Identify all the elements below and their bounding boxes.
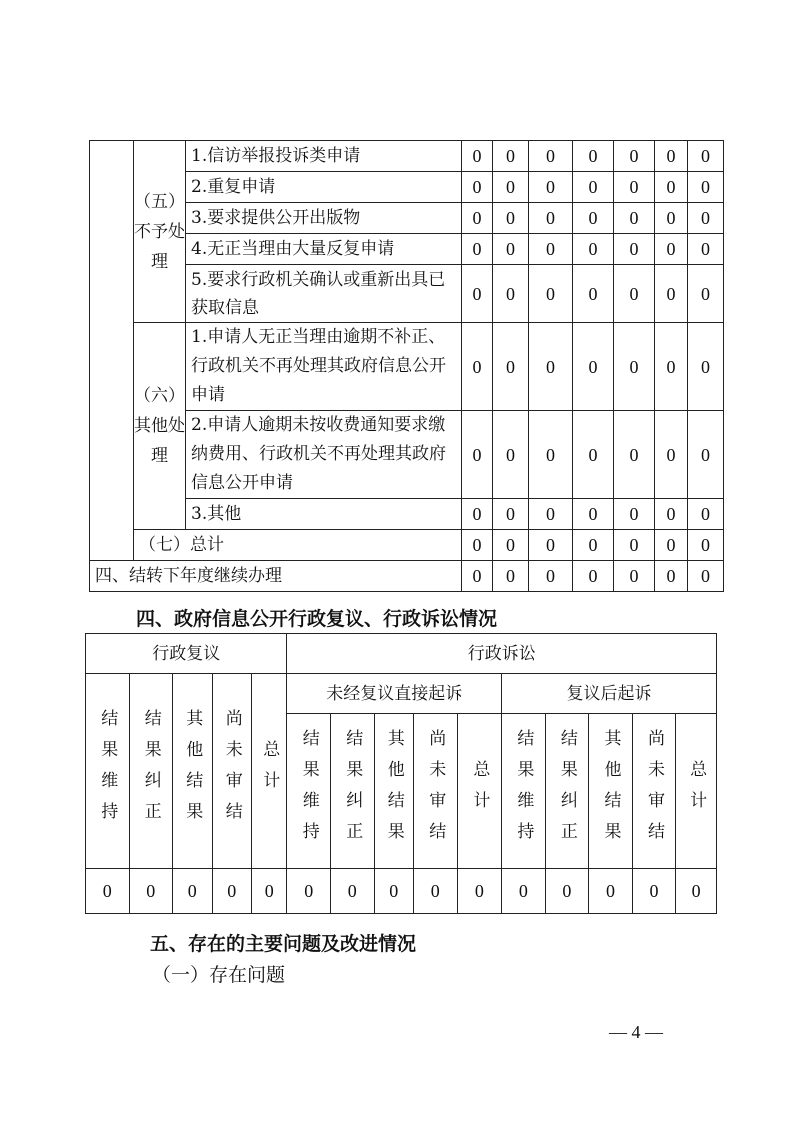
value-cell: 0 (573, 530, 614, 561)
carryover-row-label: 四、结转下年度继续办理 (90, 561, 462, 592)
value-cell: 0 (462, 411, 493, 499)
row-label: 5.要求行政机关确认或重新出具已获取信息 (186, 265, 462, 323)
column-header (252, 674, 287, 869)
value-cell: 0 (614, 411, 655, 499)
column-header (676, 714, 717, 869)
value-cell: 0 (529, 234, 573, 265)
column-header (86, 674, 130, 869)
value-cell: 0 (529, 561, 573, 592)
value-cell: 0 (688, 530, 724, 561)
column-header (545, 714, 589, 869)
value-cell: 0 (252, 869, 287, 914)
row-label: 2.申请人逾期未按收费通知要求缴纳费用、行政机关不再处理其政府信息公开申请 (186, 411, 462, 499)
column-header-text: 总计 (469, 760, 490, 822)
value-cell: 0 (493, 203, 529, 234)
column-header-text: 结果维持 (97, 709, 118, 833)
value-cell: 0 (614, 323, 655, 411)
value-cell: 0 (331, 869, 375, 914)
value-cell: 0 (462, 561, 493, 592)
column-header-text: 尚未审结 (425, 729, 446, 853)
column-header-text: 结果纠正 (556, 729, 577, 853)
column-header-text: 结果纠正 (140, 709, 161, 833)
value-cell: 0 (173, 869, 212, 914)
value-cell: 0 (676, 869, 717, 914)
total-row-label: （七）总计 (134, 530, 462, 561)
admin-litigation-header: 行政诉讼 (287, 634, 717, 674)
value-cell: 0 (655, 530, 688, 561)
value-cell: 0 (529, 172, 573, 203)
column-header (287, 714, 331, 869)
value-cell: 0 (573, 499, 614, 530)
value-cell: 0 (573, 561, 614, 592)
value-cell: 0 (129, 869, 173, 914)
value-cell: 0 (655, 323, 688, 411)
value-cell: 0 (655, 265, 688, 323)
value-cell: 0 (573, 411, 614, 499)
value-cell: 0 (493, 234, 529, 265)
parent-category-cell (90, 141, 134, 561)
section-4-heading: 四、政府信息公开行政复议、行政诉讼情况 (136, 608, 498, 630)
group-5-label: （五）不予处理 (134, 141, 186, 323)
value-cell: 0 (287, 869, 331, 914)
value-cell: 0 (573, 323, 614, 411)
subsection-1-heading: （一）存在问题 (152, 964, 286, 986)
review-litigation-table (85, 633, 717, 914)
value-cell: 0 (614, 203, 655, 234)
value-cell: 0 (688, 323, 724, 411)
value-cell: 0 (457, 869, 502, 914)
value-cell: 0 (632, 869, 676, 914)
column-header (502, 714, 546, 869)
value-cell: 0 (529, 265, 573, 323)
value-cell: 0 (655, 411, 688, 499)
value-cell: 0 (212, 869, 251, 914)
value-cell: 0 (655, 172, 688, 203)
column-header (173, 674, 212, 869)
value-cell: 0 (688, 265, 724, 323)
value-cell: 0 (655, 234, 688, 265)
value-cell: 0 (493, 530, 529, 561)
column-header-text: 总计 (686, 760, 707, 822)
value-cell: 0 (573, 141, 614, 172)
value-cell: 0 (529, 499, 573, 530)
value-cell: 0 (688, 499, 724, 530)
value-cell: 0 (529, 141, 573, 172)
value-cell: 0 (414, 869, 458, 914)
column-header-text: 尚未审结 (221, 709, 242, 833)
value-cell: 0 (573, 265, 614, 323)
value-cell: 0 (614, 561, 655, 592)
value-cell: 0 (493, 141, 529, 172)
value-cell: 0 (545, 869, 589, 914)
value-cell: 0 (529, 323, 573, 411)
value-cell: 0 (655, 561, 688, 592)
column-header (589, 714, 633, 869)
value-cell: 0 (529, 411, 573, 499)
row-label: 1.信访举报投诉类申请 (186, 141, 462, 172)
value-cell: 0 (688, 172, 724, 203)
value-cell: 0 (573, 172, 614, 203)
column-header (331, 714, 375, 869)
value-cell: 0 (493, 265, 529, 323)
value-cell: 0 (374, 869, 413, 914)
value-cell: 0 (573, 234, 614, 265)
column-header-text: 结果维持 (513, 729, 534, 853)
value-cell: 0 (86, 869, 130, 914)
value-cell: 0 (655, 203, 688, 234)
value-cell: 0 (462, 172, 493, 203)
value-cell: 0 (462, 265, 493, 323)
statistics-table-continued (89, 140, 724, 592)
column-header-text: 总计 (259, 740, 280, 802)
value-cell: 0 (614, 234, 655, 265)
value-cell: 0 (462, 530, 493, 561)
section-5-heading: 五、存在的主要问题及改进情况 (150, 933, 417, 955)
value-cell: 0 (589, 869, 633, 914)
page-number: — 4 — (609, 1022, 663, 1042)
column-header (632, 714, 676, 869)
column-header-text: 结果纠正 (342, 729, 363, 853)
value-cell: 0 (688, 203, 724, 234)
value-cell: 0 (502, 869, 546, 914)
value-cell: 0 (688, 234, 724, 265)
column-header (129, 674, 173, 869)
value-cell: 0 (462, 203, 493, 234)
row-label: 2.重复申请 (186, 172, 462, 203)
value-cell: 0 (462, 234, 493, 265)
value-cell: 0 (614, 265, 655, 323)
value-cell: 0 (462, 323, 493, 411)
value-cell: 0 (493, 561, 529, 592)
value-cell: 0 (493, 499, 529, 530)
admin-review-header: 行政复议 (86, 634, 287, 674)
row-label: 4.无正当理由大量反复申请 (186, 234, 462, 265)
value-cell: 0 (614, 141, 655, 172)
value-cell: 0 (614, 499, 655, 530)
value-cell: 0 (573, 203, 614, 234)
column-header-text: 其他结果 (600, 729, 621, 853)
row-label: 1.申请人无正当理由逾期不补正、行政机关不再处理其政府信息公开申请 (186, 323, 462, 411)
value-cell: 0 (688, 141, 724, 172)
value-cell: 0 (655, 499, 688, 530)
column-header (414, 714, 458, 869)
column-header (457, 714, 502, 869)
column-header-text: 其他结果 (383, 729, 404, 853)
column-header-text: 尚未审结 (643, 729, 664, 853)
value-cell: 0 (688, 561, 724, 592)
column-header (374, 714, 413, 869)
value-cell: 0 (529, 530, 573, 561)
value-cell: 0 (655, 141, 688, 172)
column-header-text: 其他结果 (182, 709, 203, 833)
value-cell: 0 (493, 172, 529, 203)
row-label: 3.其他 (186, 499, 462, 530)
after-review-suit-header: 复议后起诉 (502, 674, 717, 714)
value-cell: 0 (493, 411, 529, 499)
value-cell: 0 (614, 172, 655, 203)
value-cell: 0 (614, 530, 655, 561)
value-cell: 0 (529, 203, 573, 234)
direct-suit-header: 未经复议直接起诉 (287, 674, 502, 714)
row-label: 3.要求提供公开出版物 (186, 203, 462, 234)
group-6-label: （六）其他处理 (134, 323, 186, 530)
value-cell: 0 (462, 499, 493, 530)
value-cell: 0 (688, 411, 724, 499)
column-header-text: 结果维持 (298, 729, 319, 853)
value-cell: 0 (493, 323, 529, 411)
value-cell: 0 (462, 141, 493, 172)
column-header (212, 674, 251, 869)
